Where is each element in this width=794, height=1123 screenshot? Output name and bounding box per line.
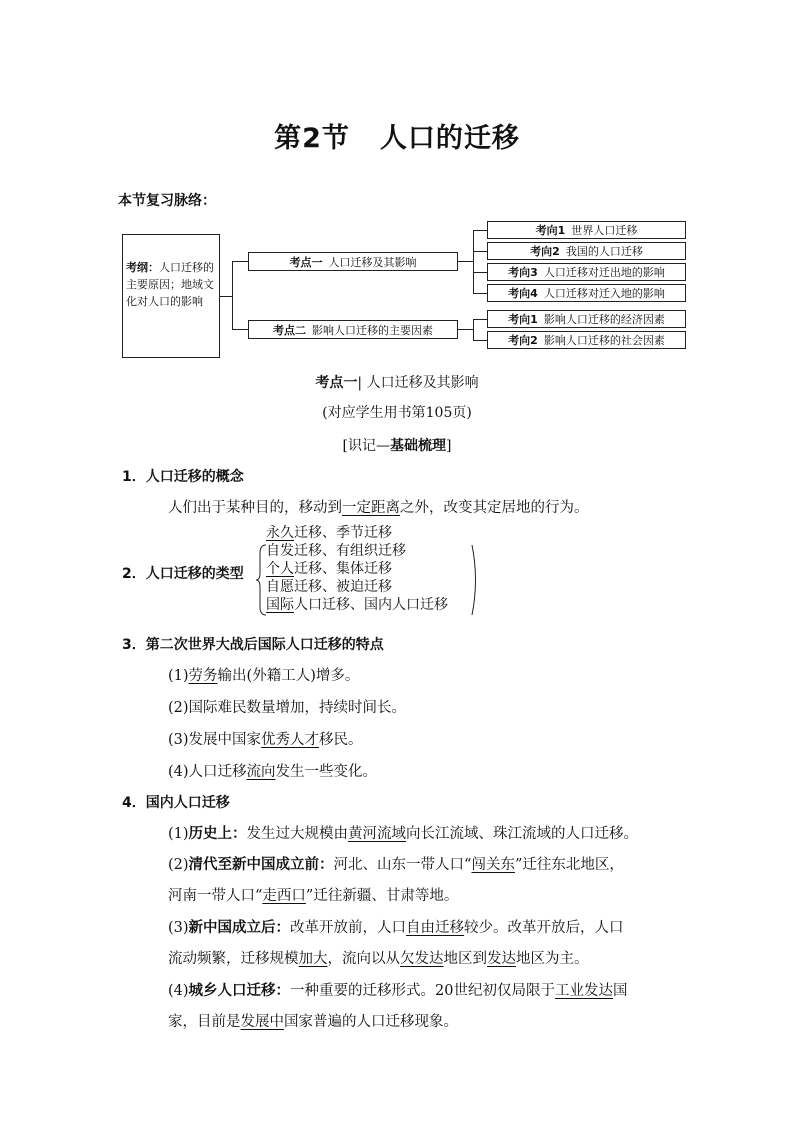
connector [232, 261, 233, 329]
s3-item: (4)人口迁移流向发生一些变化。 [168, 764, 378, 780]
connector [473, 340, 487, 341]
connector [473, 319, 487, 320]
s4-heading: 4．国内人口迁移 [122, 795, 230, 811]
outline-label: 考纲： [126, 261, 159, 274]
aspect-box: 考向4 人口迁移对迁入地的影响 [487, 284, 686, 302]
s4-p4: (4)城乡人口迁移：一种重要的迁移形式。20世纪初仅局限于工业发达国 [168, 983, 628, 999]
s4-p3-cont: 流动频繁，迁移规模加大，流向以从欠发达地区到发达地区为主。 [168, 951, 589, 967]
s3-item: (2)国际难民数量增加，持续时间长。 [168, 700, 407, 716]
connector [232, 261, 248, 262]
connector [473, 293, 487, 294]
outline-text: 人口迁移的主要原因；地域文化对人口的影响 [126, 261, 214, 308]
connector [220, 296, 232, 297]
connector [473, 251, 487, 252]
review-label: 本节复习脉络： [118, 193, 216, 209]
type-item: 个人迁移、集体迁移 [266, 561, 392, 577]
aspect-box: 考向2 影响人口迁移的社会因素 [487, 331, 686, 349]
section-tag: [识记—基础梳理] [342, 438, 452, 454]
s1-text: 人们出于某种目的，移动到一定距离之外，改变其定居地的行为。 [168, 500, 589, 516]
s3-heading: 3．第二次世界大战后国际人口迁移的特点 [122, 637, 384, 653]
aspect-box: 考向2 我国的人口迁移 [487, 242, 686, 260]
page-title [0, 116, 794, 155]
s4-p3: (3)新中国成立后：改革开放前，人口自由迁移较少。改革开放后，人口 [168, 920, 624, 936]
ref-line: (对应学生用书第105页) [322, 405, 472, 421]
topic2-box: 考点二 影响人口迁移的主要因素 [248, 320, 458, 339]
connector [473, 230, 474, 294]
aspect-box: 考向1 世界人口迁移 [487, 221, 686, 239]
type-item: 国际人口迁移、国内人口迁移 [266, 597, 448, 613]
title-text: 人口的迁移 [379, 123, 520, 154]
connector [473, 230, 487, 231]
type-item: 永久迁移、季节迁移 [266, 525, 392, 541]
s4-p2: (2)清代至新中国成立前：河北、山东一带人口“闯关东”迁往东北地区， [168, 857, 624, 873]
right-paren-icon [470, 543, 480, 617]
s2-heading: 2．人口迁移的类型 [122, 566, 244, 582]
migration-types [266, 524, 448, 614]
type-item: 自发迁移、有组织迁移 [266, 543, 406, 559]
connector [458, 261, 473, 262]
s4-p1: (1)历史上：发生过大规模由黄河流域向长江流域、珠江流域的人口迁移。 [168, 826, 639, 842]
s4-p2-cont: 河南一带人口“走西口”迁往新疆、甘肃等地。 [168, 888, 459, 904]
outline-box [122, 234, 220, 358]
connector [458, 329, 473, 330]
aspect-box: 考向1 影响人口迁移的经济因素 [487, 310, 686, 328]
kp-heading: 考点一| 人口迁移及其影响 [315, 375, 479, 391]
s4-p4-cont: 家，目前是发展中国家普遍的人口迁移现象。 [168, 1014, 458, 1030]
aspect-box: 考向3 人口迁移对迁出地的影响 [487, 263, 686, 281]
s3-item: (1)劳务输出(外籍工人)增多。 [168, 668, 360, 684]
connector [473, 319, 474, 341]
title-section-number: 第2节 [274, 123, 350, 154]
s1-heading: 1．人口迁移的概念 [122, 469, 244, 485]
connector [232, 329, 248, 330]
topic1-box: 考点一 人口迁移及其影响 [248, 252, 458, 271]
connector [473, 272, 487, 273]
type-item: 自愿迁移、被迫迁移 [266, 579, 392, 595]
s3-item: (3)发展中国家优秀人才移民。 [168, 732, 363, 748]
